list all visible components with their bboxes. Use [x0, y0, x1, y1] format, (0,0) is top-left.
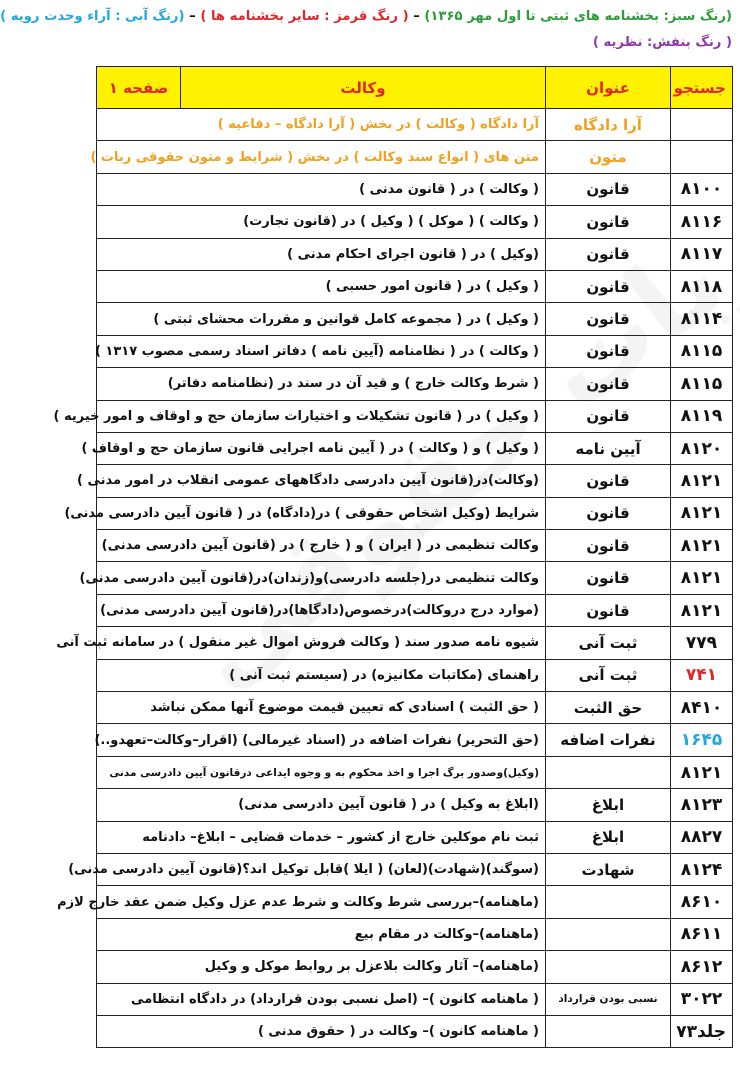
row-description: ( وکالت ) در ( نظامنامه (آیین نامه ) دفاتر اسناد رسمی مصوب ۱۳۱۷ ): [97, 335, 546, 367]
row-description: (ماهنامه)– آثار وکالت بلاعزل بر روابط موکل و وکیل: [97, 951, 546, 983]
row-code: ۸۱۲۱: [671, 530, 733, 562]
row-title: قانون: [546, 206, 671, 238]
table-row[interactable]: [97, 659, 733, 691]
row-title: [546, 918, 671, 950]
table-row[interactable]: [97, 789, 733, 821]
header-search: جستجو: [671, 67, 733, 109]
table-row[interactable]: [97, 335, 733, 367]
table-row[interactable]: [97, 270, 733, 302]
row-description: متن های ( انواع سند وکالت ) در بخش ( شرایط و متون حقوقی ربات ): [97, 141, 546, 173]
table-row[interactable]: [97, 627, 733, 659]
row-title: قانون: [546, 335, 671, 367]
row-description: ( وکالت ) ( موکل ) ( وکیل ) در (قانون تجارت): [97, 206, 546, 238]
header-title: عنوان: [546, 67, 671, 109]
row-code: ۸۱۱۵: [671, 335, 733, 367]
row-description: آرا دادگاه ( وکالت ) در بخش ( آرا دادگاه – دفاعیه ): [97, 109, 546, 141]
row-title: [546, 1015, 671, 1047]
row-description: (وکالت)در(قانون آیین دادرسی دادگاههای عمومی انقلاب در امور مدنی ): [97, 465, 546, 497]
row-code: ۸۶۱۱: [671, 918, 733, 950]
row-description: شرایط (وکیل اشخاص حقوقی ) در(دادگاه) در ( قانون آیین دادرسی مدنی): [97, 497, 546, 529]
row-description: (وکیل)وصدور برگ اجرا و اخذ محکوم به و وجوه ایداعی درقانون آیین دادرسی مدنی: [97, 756, 546, 788]
row-description: ثبت نام موکلین خارج از کشور – خدمات قضایی – ابلاغ– دادنامه: [97, 821, 546, 853]
row-title: قانون: [546, 465, 671, 497]
row-description: وکالت تنظیمی در(جلسه دادرسی)و(زندان)در(قانون آیین دادرسی مدنی): [97, 562, 546, 594]
legend-blue: (رنگ آبی : آراء وحدت رویه ): [0, 9, 185, 24]
table-row[interactable]: [97, 368, 733, 400]
row-description: (ابلاغ به وکیل ) در ( قانون آیین دادرسی مدنی): [97, 789, 546, 821]
table-row[interactable]: [97, 432, 733, 464]
table-row[interactable]: [97, 918, 733, 950]
row-description: وکالت تنظیمی در ( ایران ) و ( خارج ) در (قانون آیین دادرسی مدنی): [97, 530, 546, 562]
table-row[interactable]: [97, 303, 733, 335]
table-row[interactable]: [97, 497, 733, 529]
row-title: قانون: [546, 270, 671, 302]
table-row[interactable]: [97, 983, 733, 1015]
row-description: ( ماهنامه کانون )– (اصل نسبی بودن قرارداد) در دادگاه انتظامی: [97, 983, 546, 1015]
table-header: [97, 67, 733, 109]
header-topic: وکالت: [181, 67, 546, 109]
row-title: ابلاغ: [546, 789, 671, 821]
table-row[interactable]: [97, 206, 733, 238]
row-code: ۸۱۱۷: [671, 238, 733, 270]
row-description: (حق التحریر) نفرات اضافه در (اسناد غیرمالی) (اقرار–وکالت–تعهدو..): [97, 724, 546, 756]
row-code: ۸۱۱۵: [671, 368, 733, 400]
row-description: راهنمای (مکاتبات مکانیزه) در (سیستم ثبت آنی ): [97, 659, 546, 691]
legend-separator: –: [413, 9, 420, 24]
table-row[interactable]: [97, 562, 733, 594]
row-code: ۸۱۰۰: [671, 173, 733, 205]
row-code: [671, 141, 733, 173]
row-title: متون: [546, 141, 671, 173]
row-title: آیین نامه: [546, 432, 671, 464]
legend-purple: ( رنگ بنفش: نظریه ): [592, 35, 732, 50]
table-row[interactable]: [97, 724, 733, 756]
row-code: [671, 109, 733, 141]
row-title: قانون: [546, 368, 671, 400]
row-code: ۱۶۴۵: [671, 724, 733, 756]
row-description: ( شرط وکالت خارج ) و قید آن در سند در (نظامنامه دفاتر): [97, 368, 546, 400]
header-page: صفحه ۱: [97, 67, 181, 109]
row-title: قانون: [546, 238, 671, 270]
row-code: ۸۱۲۱: [671, 465, 733, 497]
table-row[interactable]: [97, 465, 733, 497]
row-title: [546, 951, 671, 983]
row-description: ( وکیل ) و ( وکالت ) در ( آیین نامه اجرایی قانون سازمان حج و اوقاف ): [97, 432, 546, 464]
row-description: ( ماهنامه کانون )– وکالت در ( حقوق مدنی ): [97, 1015, 546, 1047]
row-title: قانون: [546, 303, 671, 335]
row-title: قانون: [546, 530, 671, 562]
row-description: ( وکالت ) در ( قانون مدنی ): [97, 173, 546, 205]
row-description: (سوگند)(شهادت)(لعان) ( ایلا )قابل توکیل اند؟(قانون آیین دادرسی مدنی): [97, 853, 546, 885]
legend-separator: –: [189, 9, 196, 24]
color-legend: [0, 0, 740, 66]
row-code: ۸۱۲۳: [671, 789, 733, 821]
table-row[interactable]: [97, 756, 733, 788]
row-code: جلد۷۳: [671, 1015, 733, 1047]
row-title: ثبت آنی: [546, 627, 671, 659]
row-code: ۸۱۲۱: [671, 594, 733, 626]
legend-line-1: [0, 4, 732, 30]
row-code: ۸۶۱۰: [671, 886, 733, 918]
table-row[interactable]: [97, 400, 733, 432]
row-description: ( وکیل ) در ( قانون تشکیلات و اختیارات سازمان حج و اوقاف و امور خیریه ): [97, 400, 546, 432]
row-code: ۸۸۲۷: [671, 821, 733, 853]
row-description: ( حق الثبت ) اسنادی که تعیین قیمت موضوع آنها ممکن نباشد: [97, 692, 546, 724]
row-code: ۸۱۱۶: [671, 206, 733, 238]
row-description: شیوه نامه صدور سند ( وکالت فروش اموال غیر منقول ) در سامانه ثبت آنی: [97, 627, 546, 659]
row-title: قانون: [546, 497, 671, 529]
table-row[interactable]: [97, 821, 733, 853]
table-row[interactable]: [97, 530, 733, 562]
row-code: ۸۱۱۸: [671, 270, 733, 302]
table-row[interactable]: [97, 692, 733, 724]
table-row[interactable]: [97, 886, 733, 918]
legend-line-2: [95, 30, 732, 56]
row-title: قانون: [546, 594, 671, 626]
row-description: (ماهنامه)–بررسی شرط وکالت و شرط عدم عزل وکیل ضمن عقد خارج لازم: [97, 886, 546, 918]
row-title: [546, 756, 671, 788]
table-row[interactable]: [97, 109, 733, 141]
row-code: ۸۱۱۹: [671, 400, 733, 432]
row-title: حق الثبت: [546, 692, 671, 724]
table-row[interactable]: [97, 173, 733, 205]
row-title: قانون: [546, 400, 671, 432]
row-code: ۸۱۲۰: [671, 432, 733, 464]
table-row[interactable]: [97, 238, 733, 270]
table-row[interactable]: [97, 951, 733, 983]
row-title: [546, 886, 671, 918]
table-row[interactable]: [97, 141, 733, 173]
table-row[interactable]: [97, 594, 733, 626]
row-title: آرا دادگاه: [546, 109, 671, 141]
row-code: ۸۱۲۱: [671, 497, 733, 529]
row-code: ۸۱۲۱: [671, 562, 733, 594]
row-title: قانون: [546, 562, 671, 594]
row-description: (وکیل ) در ( قانون اجرای احکام مدنی ): [97, 238, 546, 270]
row-description: (ماهنامه)–وکالت در مقام بیع: [97, 918, 546, 950]
table-row[interactable]: [97, 1015, 733, 1047]
row-code: ۸۱۲۱: [671, 756, 733, 788]
row-description: (موارد درج دروکالت)درخصوص(دادگاها)در(قانون آیین دادرسی مدنی): [97, 594, 546, 626]
row-code: ۸۴۱۰: [671, 692, 733, 724]
row-title: قانون: [546, 173, 671, 205]
row-title: نسبی بودن قرارداد: [546, 983, 671, 1015]
row-code: ۸۶۱۲: [671, 951, 733, 983]
row-description: ( وکیل ) در ( قانون امور حسبی ): [97, 270, 546, 302]
index-table: [53, 66, 733, 1048]
legend-green: (رنگ سبز: بخشنامه های ثبتی تا اول مهر ۱۳۶۵): [424, 9, 732, 24]
row-title: ابلاغ: [546, 821, 671, 853]
table-row[interactable]: [97, 853, 733, 885]
row-code: ۳۰۲۲: [671, 983, 733, 1015]
row-code: ۸۱۱۴: [671, 303, 733, 335]
legend-red: ( رنگ قرمز : سایر بخشنامه ها ): [200, 9, 409, 24]
row-code: ۷۷۹: [671, 627, 733, 659]
row-code: ۸۱۲۴: [671, 853, 733, 885]
row-title: نفرات اضافه: [546, 724, 671, 756]
row-description: ( وکیل ) در ( مجموعه کامل قوانین و مقررات محشای ثبتی ): [97, 303, 546, 335]
row-title: شهادت: [546, 853, 671, 885]
row-code: ۷۴۱: [671, 659, 733, 691]
row-title: ثبت آنی: [546, 659, 671, 691]
